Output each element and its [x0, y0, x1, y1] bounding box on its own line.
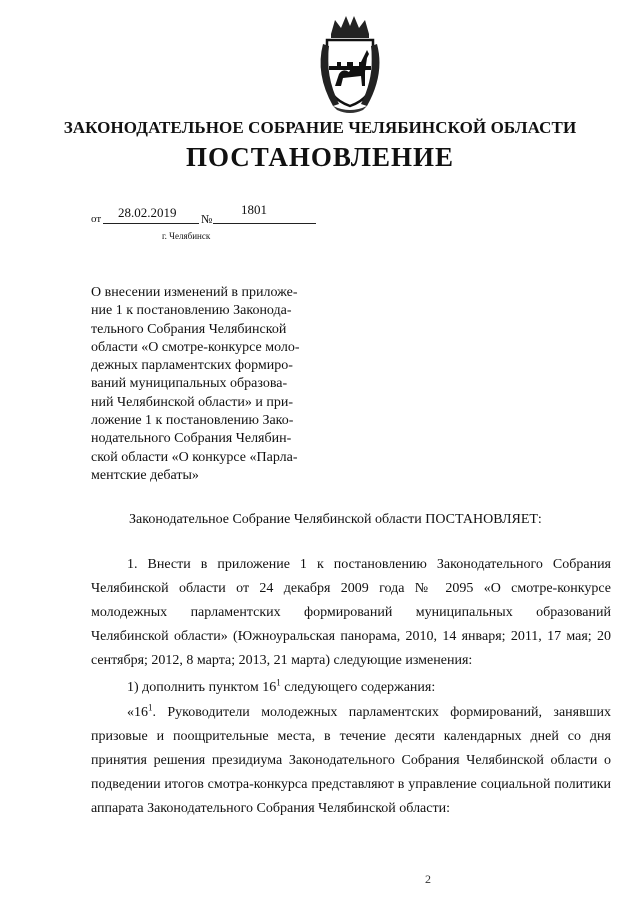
quoted-paragraph — [91, 701, 611, 821]
city-label: г. Челябинск — [162, 231, 211, 241]
date-underline — [103, 223, 199, 224]
subitem-1-text: 1) дополнить пунктом 16 — [127, 680, 277, 695]
document-type: ПОСТАНОВЛЕНИЕ — [185, 142, 455, 172]
number-underline — [213, 223, 316, 224]
subject-line: нодательного Собрания Челябин- — [91, 431, 292, 447]
subject-line: ний Челябинской области» и при- — [91, 394, 294, 410]
subject-line: области «О смотре-конкурсе моло- — [91, 339, 300, 355]
coat-of-arms-emblem — [313, 14, 387, 114]
subject-line: ментские дебаты» — [91, 467, 199, 483]
subject-line: дежных парламентских формиро- — [91, 358, 293, 374]
subitem-1-text-end: следующего содержания: — [280, 680, 436, 695]
subject-line: ваний муниципальных образова- — [91, 376, 288, 392]
subject-line: О внесении изменений в приложе- — [91, 285, 298, 300]
quote-start: «16 — [127, 705, 148, 720]
superscript: 1 — [148, 702, 153, 713]
subject-line: тельного Собрания Челябинской — [91, 321, 287, 337]
subject-line: ской области «О конкурсе «Парла- — [91, 449, 298, 465]
date-prefix: от — [91, 213, 102, 225]
quote-text: . Руководители молодежных парламентских формирований, занявших призовые и поощрительные места, в течение десяти календарных дней со дня принятия решения президиума Законодательного Собрания Челябинской области о подведении итогов смотра-конкурса представляют в управление социальной политики аппарата Законодательного Собрания Челябинской области: — [91, 705, 611, 816]
document-number: 1801 — [241, 202, 267, 217]
subitem-1 — [91, 676, 611, 700]
document-date: 28.02.2019 — [118, 205, 177, 220]
document-subject — [91, 284, 306, 485]
number-sign: № — [201, 212, 213, 226]
organization-name: ЗАКОНОДАТЕЛЬНОЕ СОБРАНИЕ ЧЕЛЯБИНСКОЙ ОБЛАСТИ — [63, 118, 577, 137]
preamble: Законодательное Собрание Челябинской области ПОСТАНОВЛЯЕТ: — [129, 512, 542, 527]
page-mark: 2 — [425, 872, 431, 886]
superscript: 1 — [276, 677, 281, 688]
item-1: 1. Внести в приложение 1 к постановлению Законодательного Собрания Челябинской области от 24 декабря 2009 года № 2095 «О смотре-конкурсе молодежных парламентских формирований муниципальных образований Челябинской области» (Южноуральская панорама, 2010, 14 января; 2011, 17 мая; 20 сентября; 2012, 8 марта; 2013, 21 марта) следующие изменения: — [91, 557, 611, 668]
subject-line: ние 1 к постановлению Законода- — [91, 303, 292, 319]
subject-line: ложение 1 к постановлению Зако- — [91, 413, 294, 429]
